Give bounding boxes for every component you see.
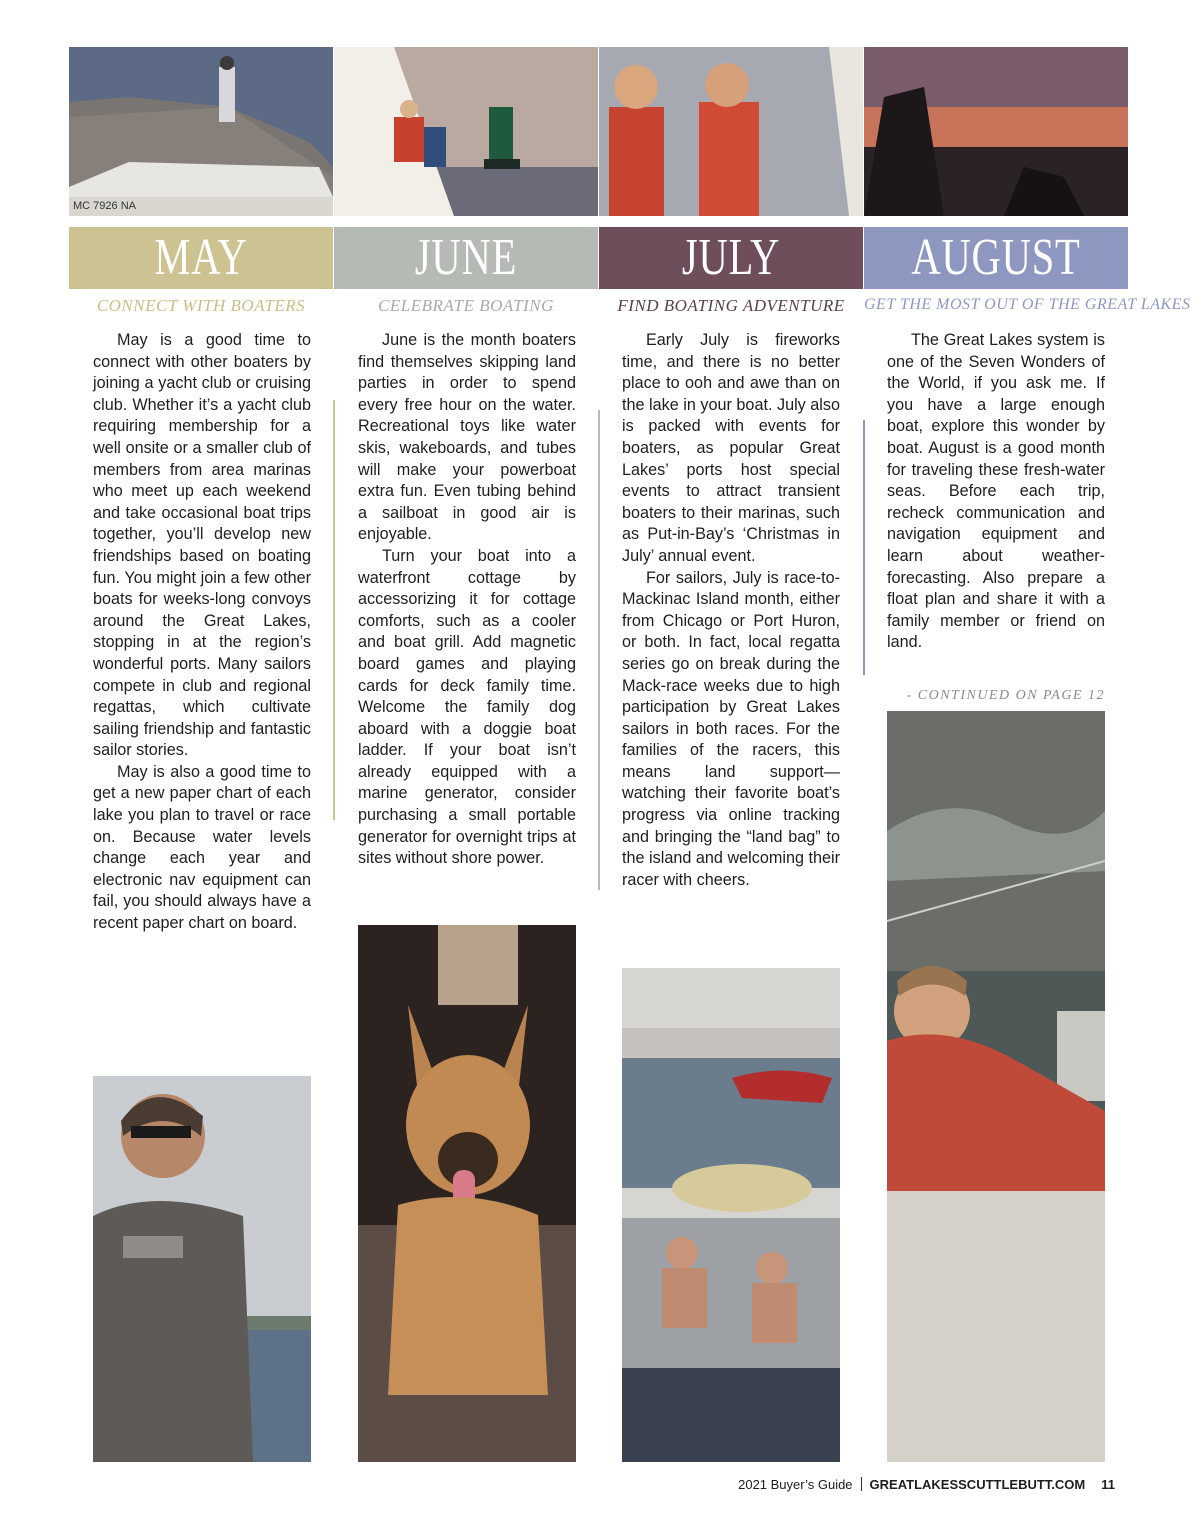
article-column-may <box>93 330 311 935</box>
month-title-june: JUNE <box>414 229 518 286</box>
column-rule <box>333 400 335 820</box>
paragraph: May is also a good time to get a new paper chart of each lake you plan to travel or race on. Because water levels change each year and electronic nav equipment can fail, you should always have a recent paper chart on board. <box>93 762 311 933</box>
month-band-june <box>334 227 598 289</box>
subtitle-may: CONNECT WITH BOATERS <box>96 296 306 315</box>
photo-tubing-party <box>622 968 840 1462</box>
page-number: 11 <box>1101 1477 1115 1492</box>
subtitle-august: GET THE MOST OUT OF THE GREAT LAKES <box>864 296 1191 313</box>
page-footer <box>640 1477 1115 1495</box>
website-link[interactable]: GREATLAKESSCUTTLEBUTT.COM <box>869 1477 1086 1492</box>
paragraph: For sailors, July is race-to-Mackinac Island month, either from Chicago or Port Huron, or both. In fact, local regatta series go on break during the Mack-race weeks due to high participation by Great Lakes sailors in both races. For the families of the racers, this means land support—watching their favorite boat’s progress via online tracking and bringing the “land bag” to the island and welcoming their racer with cheers. <box>622 568 840 889</box>
boat-registration-text: MC 7926 NA <box>73 200 136 212</box>
subtitle-july: FIND BOATING ADVENTURE <box>617 296 845 315</box>
month-title-august: AUGUST <box>911 229 1081 286</box>
footer-divider <box>861 1477 862 1491</box>
column-rule <box>863 420 865 675</box>
publication-name: 2021 Buyer’s Guide <box>738 1477 853 1492</box>
paragraph: Early July is fireworks time, and there is no better place to ooh and awe than on the lake in your boat. July also is packed with events for boaters, as popular Great Lakes’ ports host special events to attract transient boaters to their marinas, such as Put-in-Bay’s ‘Christmas in July’ annual event. <box>622 331 840 565</box>
paragraph: May is a good time to connect with other boaters by joining a yacht club or cruising club. Whether it’s a yacht club requiring membership for a well onsite or a smaller club of members from area marinas who meet up each weekend and take occasional boat trips together, you’ll develop new friendships based on boating fun. You might join a few other boats for weeks-long convoys around the Great Lakes, stopping in at the region’s wonderful ports. Many sailors compete in club and regional regattas, which cultivate sailing friendship and fantastic sailor stories. <box>93 331 311 760</box>
photo-dog-in-cabin <box>358 925 576 1462</box>
article-column-august <box>887 330 1105 654</box>
photo-man-on-boat <box>93 1076 311 1462</box>
paragraph: June is the month boaters find themselves skipping land parties in order to spend every free hour on the water. Recreational toys like water skis, wakeboards, and tubes will make your powerboat extra fun. Even tubing behind a sailboat in good air is enjoyable. <box>358 331 576 544</box>
article-column-june <box>358 330 576 870</box>
month-title-may: MAY <box>154 229 248 286</box>
photo-june-lighthouse <box>334 47 598 216</box>
month-title-july: JULY <box>681 229 781 286</box>
article-column-july <box>622 330 840 891</box>
continued-note: - CONTINUED ON PAGE 12 <box>906 688 1105 703</box>
subtitle-june: CELEBRATE BOATING <box>378 296 554 315</box>
column-rule <box>598 410 600 890</box>
paragraph: Turn your boat into a waterfront cottage by accessorizing it for cottage comforts, such as a cooler and boat grill. Add magnetic board games and playing cards for deck family time. Welcome the family dog aboard with a doggie boat ladder. If your boat isn’t already equipped with a marine generator, consider purchasing a small portable generator for overnight trips at sites without shore power. <box>358 546 576 868</box>
month-band-august <box>864 227 1128 289</box>
photo-may-boat-washing <box>69 47 333 216</box>
photo-child-on-sailboat <box>887 711 1105 1462</box>
month-band-may <box>69 227 333 289</box>
photo-july-boys-life-jackets <box>599 47 863 216</box>
photo-august-sunset <box>864 47 1128 216</box>
paragraph: The Great Lakes system is one of the Seven Wonders of the World, if you ask me. If you have a large enough boat, explore this wonder by boat. August is a good month for traveling these fresh-water seas. Before each trip, recheck communication and navigation equipment and learn about weather-forecasting. Also prepare a float plan and share it with a family member or friend on land. <box>887 331 1105 652</box>
month-band-july <box>599 227 863 289</box>
